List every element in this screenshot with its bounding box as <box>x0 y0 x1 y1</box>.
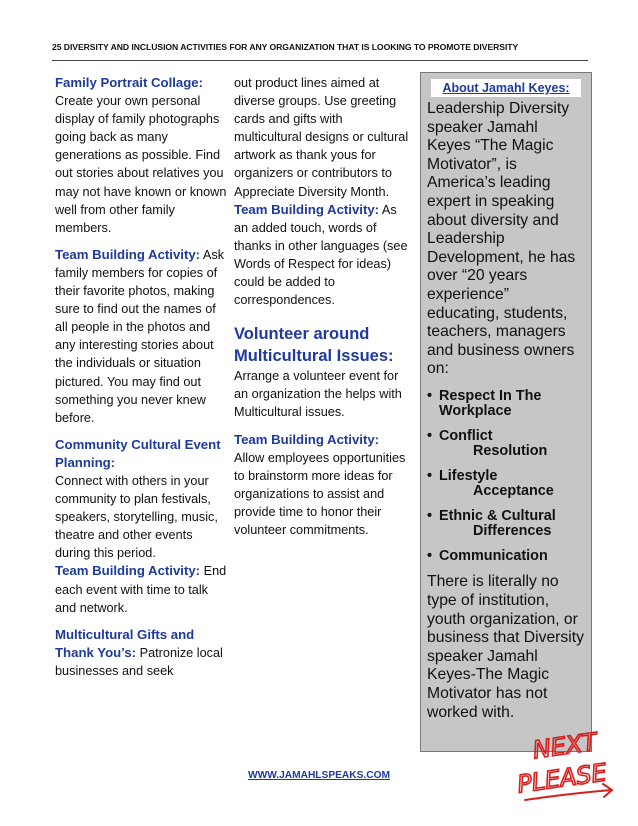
family-portrait-heading: Family Portrait Collage: <box>55 75 204 90</box>
volunteer-team-building-section <box>234 431 412 540</box>
gifts-continued-text: out product lines aimed at diverse groups. Use greeting cards and gifts with multicultural designs or cultural artwork as thank yous for organizers or contributors to Appreciate Diversity Month. <box>234 76 409 199</box>
volunteer-heading: Volunteer around Multicultural Issues: <box>234 325 394 366</box>
volunteer-team-building-text: Allow employees opportunities to brainstorm more ideas for organizations to assist and provide time to honor their volunteer commitments. <box>234 450 406 537</box>
family-portrait-text: Create your own personal display of family photographs going back as many generations as possible. Find out stories about relatives you may not have known or known well from other family members. <box>55 94 227 235</box>
gifts-continued-section <box>234 74 412 201</box>
family-portrait-section <box>55 74 227 237</box>
topic-line: Communication <box>439 547 548 564</box>
column-left <box>55 74 227 689</box>
volunteer-text: Arrange a volunteer event for an organization the helps with Multicultural issues. <box>234 369 402 420</box>
community-team-building-heading: Team Building Activity: <box>55 563 201 579</box>
volunteer-section <box>234 323 412 421</box>
volunteer-team-building-heading: Team Building Activity: <box>234 431 380 447</box>
topic-item <box>427 549 585 565</box>
community-event-heading: Community Cultural Event Planning: <box>55 436 221 470</box>
about-sidebar <box>420 72 592 752</box>
about-closing: There is literally no type of institution, youth organization, or business that Diversity speaker Jamahl Keyes-The Magic Motivator has not worked with. <box>427 573 584 721</box>
family-team-building-section <box>55 246 227 427</box>
about-intro: Leadership Diversity speaker Jamahl Keyes “The Magic Motivator”, is America’s leading expert in speaking about diversity and Leadership Development, he has over “20 years experience” educating, students, teachers, managers and business owners on: <box>427 100 576 378</box>
community-event-section <box>55 436 227 563</box>
topic-line: Respect In The <box>439 387 542 404</box>
topic-line: Lifestyle <box>439 467 498 484</box>
multicultural-gifts-section <box>55 626 227 680</box>
header-rule <box>52 60 588 61</box>
family-team-building-text: Ask family members for copies of their favorite photos, making sure to find out the names of all people in the photos and any interesting stories about the individuals or situation pictured. You may find out something you never knew before. <box>55 247 225 425</box>
community-team-building-section <box>55 562 227 616</box>
topic-item <box>427 509 585 540</box>
topic-line: Workplace <box>439 403 512 420</box>
column-middle <box>234 74 412 548</box>
topic-item <box>427 389 585 420</box>
multicultural-gifts-heading: Multicultural Gifts and Thank You’s: <box>55 626 195 660</box>
gifts-team-building-section <box>234 201 412 310</box>
topic-line: Differences <box>473 523 552 540</box>
website-link[interactable]: WWW.JAMAHLSPEAKS.COM <box>247 770 391 781</box>
topic-line: Conflict <box>439 427 493 444</box>
community-team-building-text: End each event with time to talk and network. <box>55 564 227 615</box>
next-text: NEXT <box>531 728 599 765</box>
topic-item <box>427 429 585 460</box>
topic-line: Acceptance <box>473 483 554 500</box>
family-team-building-heading: Team Building Activity: <box>55 246 201 262</box>
community-event-text: Connect with others in your community to plan festivals, speakers, storytelling, music, theatre and other events during this period. <box>55 473 218 561</box>
next-please-button[interactable] <box>515 728 625 808</box>
about-title: About Jamahl Keyes: <box>431 79 581 97</box>
topic-item <box>427 469 585 500</box>
please-text: PLEASE <box>515 758 609 799</box>
gifts-team-building-text: As an added touch, words of thanks in other languages (see Words of Respect for ideas) could be added to correspondences. <box>234 202 408 308</box>
gifts-team-building-heading: Team Building Activity: <box>234 201 380 217</box>
multicultural-gifts-text: Patronize local businesses and seek <box>55 645 223 678</box>
topic-line: Resolution <box>473 443 548 460</box>
topic-list <box>427 389 585 565</box>
page-header: 25 DIVERSITY AND INCLUSION ACTIVITIES FOR ANY ORGANIZATION THAT IS LOOKING TO PROMOTE DIVERSITY <box>52 42 519 52</box>
topic-line: Ethnic & Cultural <box>439 507 556 524</box>
